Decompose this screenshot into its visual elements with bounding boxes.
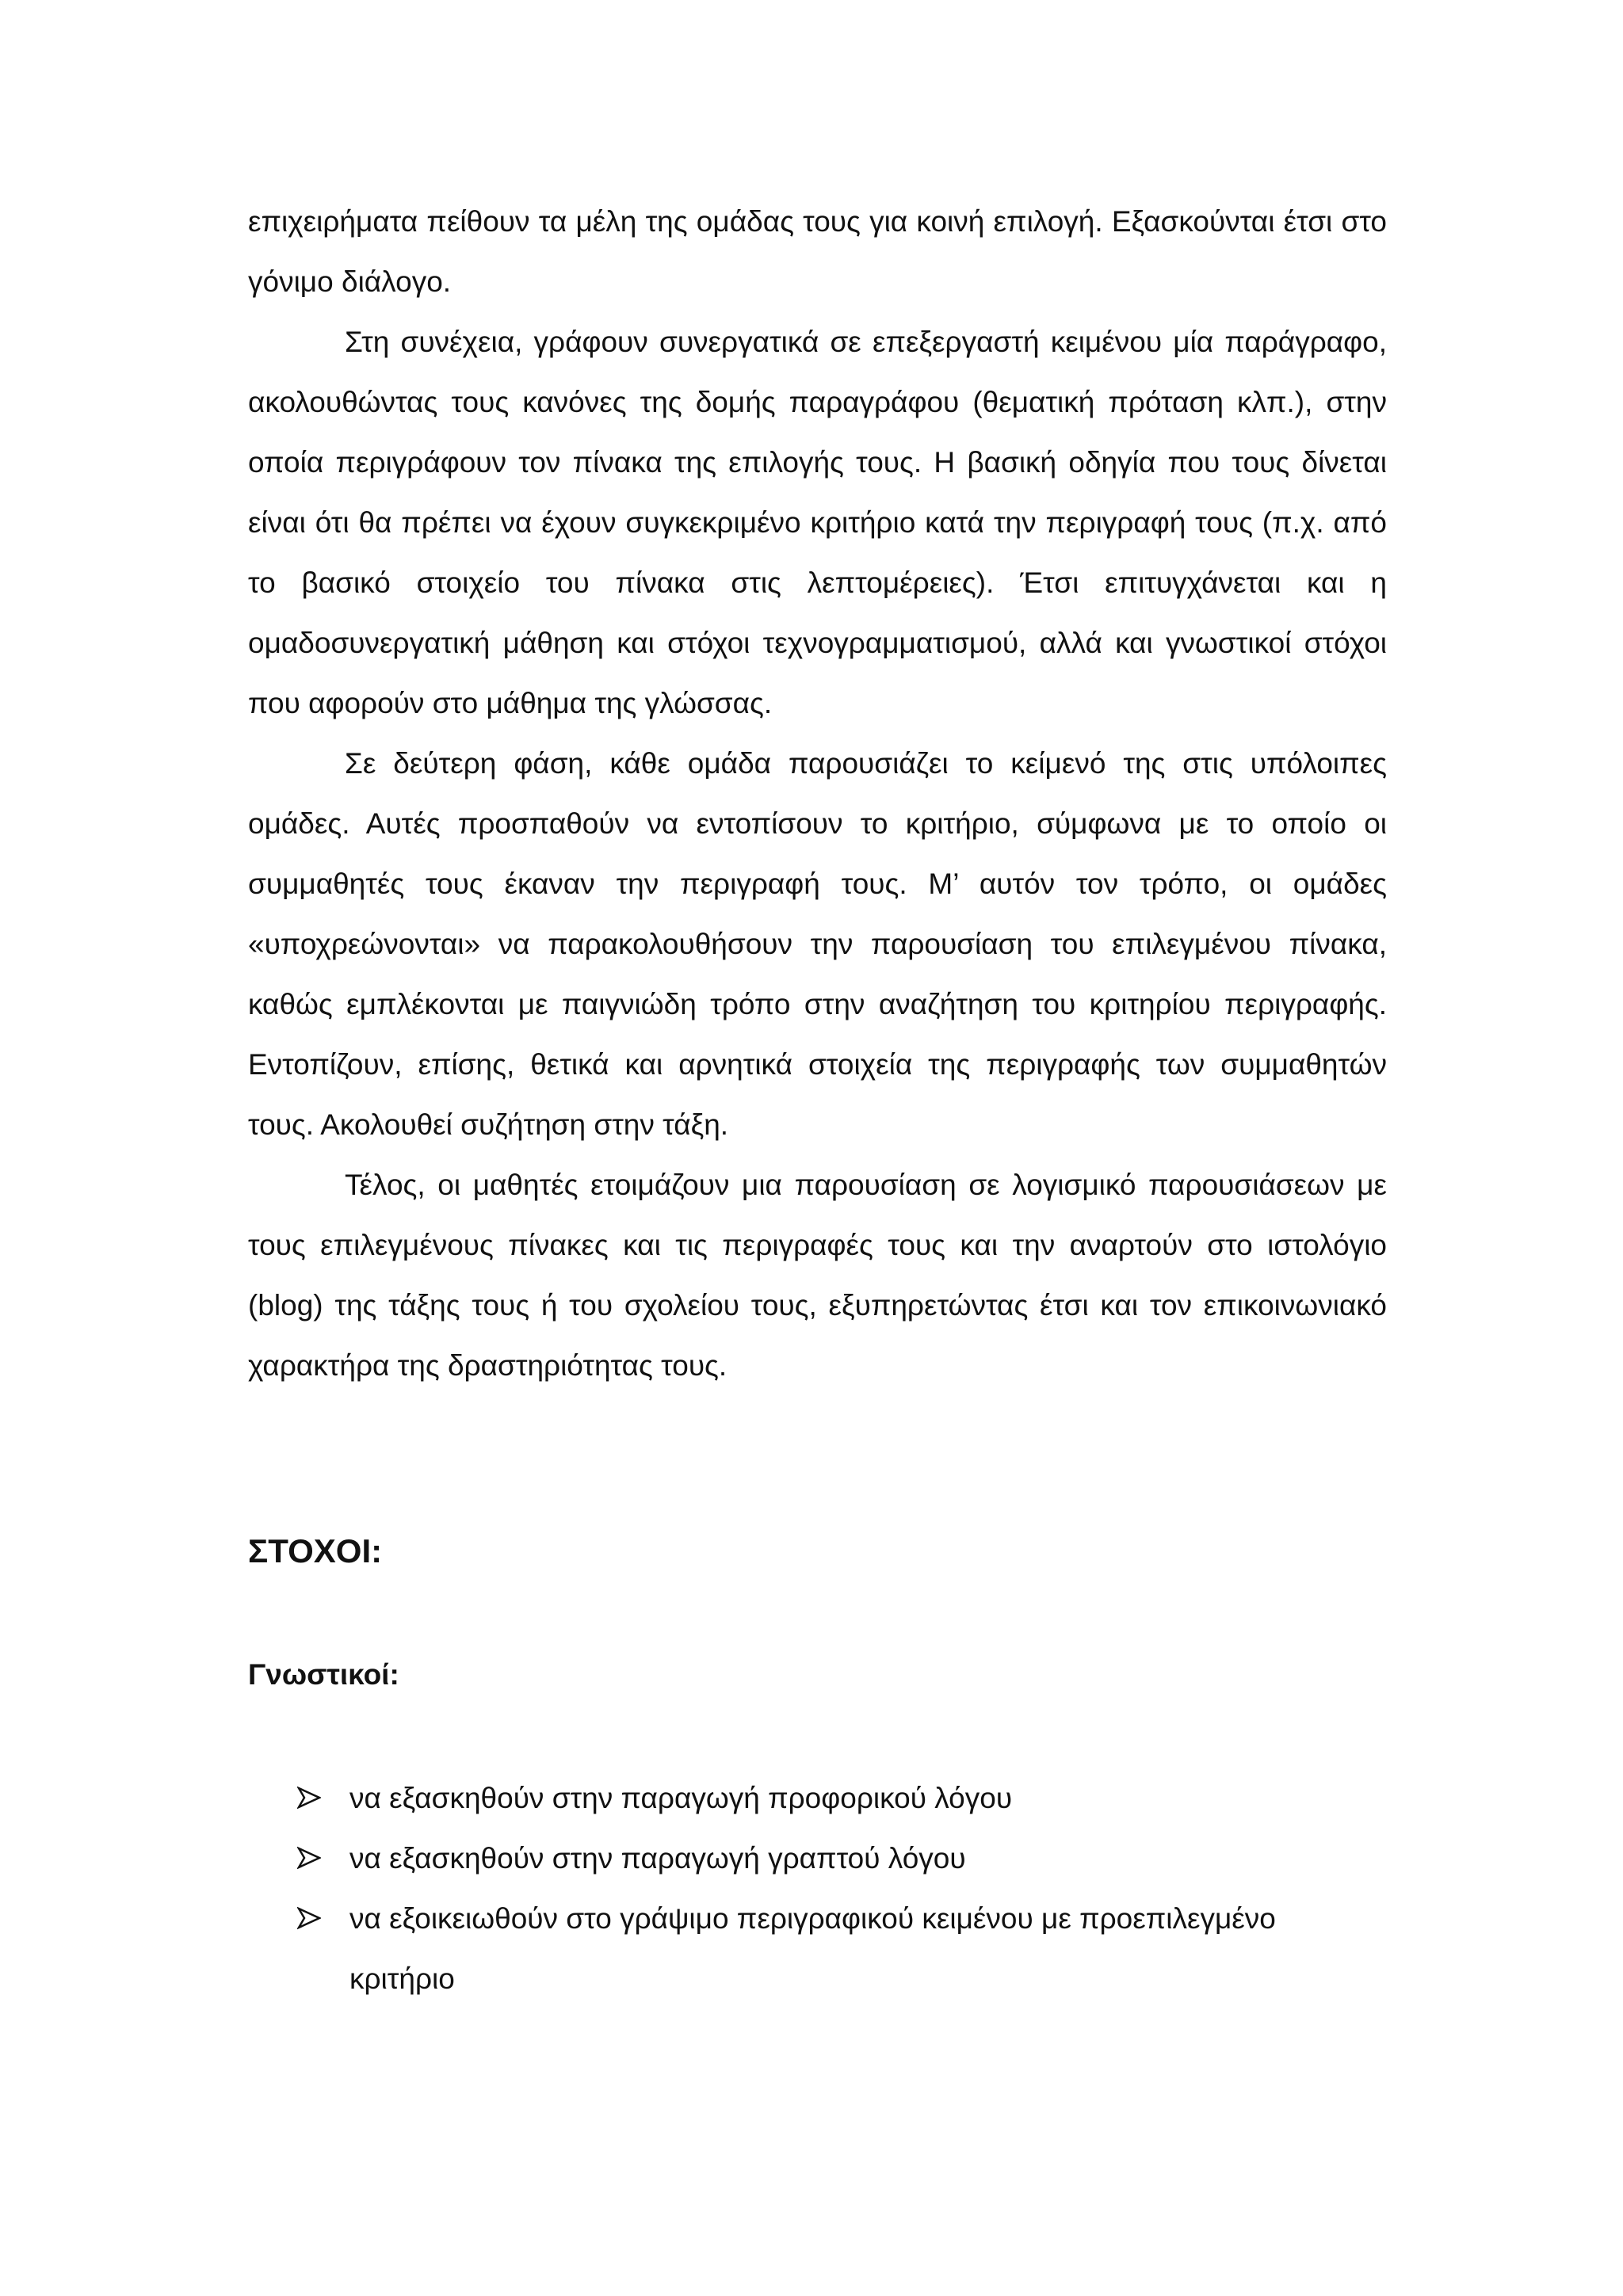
spacer (248, 1581, 1387, 1645)
paragraph-second-phase: Σε δεύτερη φάση, κάθε ομάδα παρουσιάζει το κείμενό της στις υπόλοιπες ομάδες. Αυτές προσπαθούν να εντοπίσουν το κριτήριο, σύμφωνα με το οποίο οι συμμαθητές τους έκαναν την περιγραφή τους. Μ’ αυτόν τον τρόπο, οι ομάδες «υποχρεώνονται» να παρακολουθήσουν την παρουσίαση του επιλεγμένου πίνακα, καθώς εμπλέκονται με παιγνιώδη τρόπο στην αναζήτηση του κριτηρίου περιγραφής. Εντοπίζουν, επίσης, θετικά και αρνητικά στοιχεία της περιγραφής των συμμαθητών τους. Ακολουθεί συζήτηση στην τάξη. (248, 747, 1387, 1141)
arrowhead-bullet-icon (297, 1906, 321, 1930)
goal-text: να εξασκηθούν στην παραγωγή γραπτού λόγου (349, 1842, 966, 1875)
arrowhead-bullet-icon (297, 1786, 321, 1810)
cognitive-goals-subheading: Γνωστικοί: (248, 1658, 399, 1691)
spacer (248, 1705, 1387, 1768)
goals-heading: ΣΤΟΧΟΙ: (248, 1532, 383, 1569)
goal-text: να εξοικειωθούν στο γράψιμο περιγραφικού κειμένου με προεπιλεγμένο κριτήριο (349, 1902, 1276, 1995)
arrowhead-bullet-icon (297, 1846, 321, 1870)
spacer (248, 1396, 1387, 1521)
paragraph-collaborative-writing: Στη συνέχεια, γράφουν συνεργατικά σε επεξεργαστή κειμένου μία παράγραφο, ακολουθώντας τους κανόνες της δομής παραγράφου (θεματική πρόταση κλπ.), στην οποία περιγράφουν τον πίνακα της επιλογής τους. Η βασική οδηγία που τους δίνεται είναι ότι θα πρέπει να έχουν συγκεκριμένο κριτήριο κατά την περιγραφή τους (π.χ. από το βασικό στοιχείο του πίνακα στις λεπτομέρειες). Έτσι επιτυγχάνεται και η ομαδοσυνεργατική μάθηση και στόχοι τεχνογραμματισμού, αλλά και γνωστικοί στόχοι που αφορούν στο μάθημα της γλώσσας. (248, 326, 1387, 719)
goal-item-written-speech (297, 1829, 1387, 1889)
goal-item-descriptive-text (297, 1889, 1387, 2009)
paragraph-final-presentation: Τέλος, οι μαθητές ετοιμάζουν μια παρουσίαση σε λογισμικό παρουσιάσεων με τους επιλεγμένους πίνακες και τις περιγραφές τους και την αναρτούν στο ιστολόγιο (blog) της τάξης τους ή του σχολείου τους, εξυπηρετώντας έτσι και τον επικοινωνιακό χαρακτήρα της δραστηριότητας τους. (248, 1169, 1387, 1382)
goal-item-oral-speech (297, 1768, 1387, 1829)
document-body (248, 192, 1387, 2009)
paragraph-continuation: επιχειρήματα πείθουν τα μέλη της ομάδας τους για κοινή επιλογή. Εξασκούνται έτσι στο γόνιμο διάλογο. (248, 205, 1387, 298)
goal-text: να εξασκηθούν στην παραγωγή προφορικού λόγου (349, 1782, 1013, 1814)
goals-list (248, 1768, 1387, 2009)
